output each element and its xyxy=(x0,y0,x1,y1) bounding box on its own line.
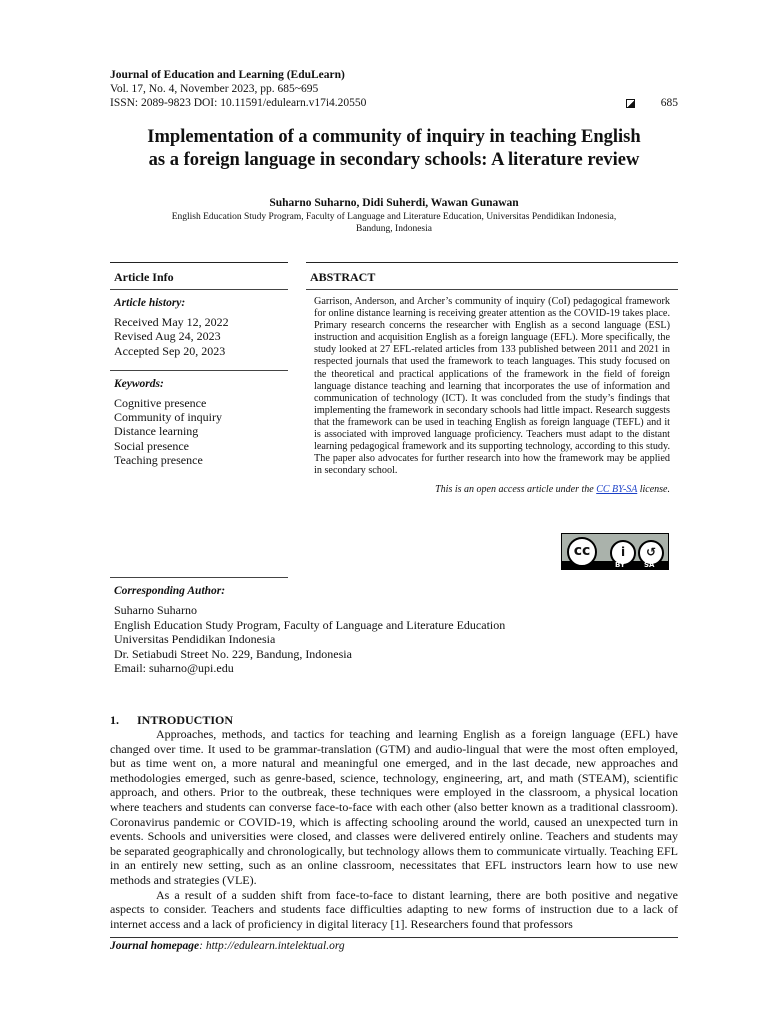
keyword-item: Community of inquiry xyxy=(114,410,222,425)
keywords-list xyxy=(110,396,288,467)
history-accepted: Accepted Sep 20, 2023 xyxy=(114,343,226,358)
abstract-column xyxy=(306,262,678,495)
intro-paragraph: Approaches, methods, and tactics for teaching and learning English as a foreign language (EFL) have changed over time. It used to be grammar-translation (GTM) and audio-lingual that were the most often employed, but as time went on, a more natural and meaningful one emerged, and in the last decade, new approaches and methodologies emerged, such as genre-based, science, technology, engineering, art, and math (STEAM), scientific approach, and others. Prior to the outbreak, these techniques were employed in the classroom, a physical location where teachers and students can converse face-to-face with each other (also better known as a traditional classroom). Coronavirus pandemic or COVID-19, which is affecting schooling around the world, caused an unexpected turn in events. Schools and universities were closed, and classes were delivered entirely online. Teachers and students may be separated geographically and chronologically, but technology allows them to communicate virtually. Teaching EFL in an entirely new setting, such as an online classroom, necessitates that EFL instructors learn how to use new methods and strategies (VLE). xyxy=(110,727,678,887)
share-alike-icon: ↺ xyxy=(638,540,664,566)
paper-title-line-1: Implementation of a community of inquiry in teaching English xyxy=(147,127,641,147)
page-box-icon xyxy=(626,99,635,108)
introduction-heading xyxy=(110,713,233,728)
corresponding-name: Suharno Suharno xyxy=(114,603,197,617)
section-number: 1. xyxy=(110,713,119,727)
by-label: BY xyxy=(615,561,626,569)
journal-header xyxy=(110,68,678,110)
cc-license-badge[interactable] xyxy=(561,533,669,570)
open-access-prefix: This is an open access article under the xyxy=(435,484,594,496)
paper-title-line-2: as a foreign language in secondary schools: A literature review xyxy=(148,150,640,170)
abstract-text: Garrison, Anderson, and Archer’s community of inquiry (CoI) pedagogical framework for online distance learning is receiving greater attention as the COVID-19 takes place. Primary research concerns the researcher with English as a second language (ESL) instruction and acquisition English as a foreign language (EFL). More specifically, the study looked at 27 EFL-related articles from 133 published between 2011 and 2021 in respected journals that used the framework to teach languages. This study focused on the theoretical and practical applications of the framework in the field of foreign language distance teaching and learning that incorporates the use of information and communication of technology (ICT). It was concluded from the study’s findings that implementing the framework in secondary schools had little impact. Research suggests that the framework can be used in teaching English as foreign language (TEFL) and it is associated with improved language proficiency. Teachers must adapt to the distant learning pedagogical framework and its supporting technology, according to this study. The paper also advocates for further research into how the framework may be applied in secondary school. xyxy=(314,296,670,477)
homepage-url[interactable]: : http://edulearn.intelektual.org xyxy=(199,940,345,952)
cc-icon: cc xyxy=(567,537,597,567)
keyword-item: Distance learning xyxy=(114,424,199,439)
affiliation-line-1: English Education Study Program, Faculty of Language and Literature Education, Universitas Pendidikan Indonesia, xyxy=(171,212,617,222)
journal-homepage-footer xyxy=(110,940,345,952)
corresponding-author-heading: Corresponding Author: xyxy=(114,585,226,597)
keyword-item: Teaching presence xyxy=(114,453,203,468)
corresponding-university: Universitas Pendidikan Indonesia xyxy=(114,632,276,647)
cc-by-sa-link[interactable]: CC BY-SA xyxy=(596,484,638,496)
sa-label: SA xyxy=(644,561,655,569)
history-received: Received May 12, 2022 xyxy=(114,315,229,329)
keyword-item: Social presence xyxy=(114,438,189,453)
introduction-body xyxy=(110,727,678,931)
corresponding-author-details xyxy=(110,603,678,676)
author-list: Suharno Suharno, Didi Suherdi, Wawan Gunawan xyxy=(269,197,519,209)
journal-volume: Vol. 17, No. 4, November 2023, pp. 685~695 xyxy=(110,83,319,95)
intro-paragraph: As a result of a sudden shift from face-to-face to distant learning, there are both positive and negative aspects to consider. Teachers and students face difficulties adapting to new forms of instruction due to a lack of internet access and a lack of proficiency in digital literacy [1]. Researchers found that professors xyxy=(110,887,678,931)
article-info-heading: Article Info xyxy=(114,270,174,284)
article-history-heading: Article history: xyxy=(114,297,186,309)
page-number: 685 xyxy=(660,97,678,109)
journal-name: Journal of Education and Learning (EduLearn) xyxy=(110,69,345,81)
corresponding-author xyxy=(110,578,678,676)
affiliation xyxy=(140,211,648,235)
paper-title xyxy=(110,126,678,172)
corresponding-email: Email: suharno@upi.edu xyxy=(114,661,234,676)
corresponding-address: Dr. Setiabudi Street No. 229, Bandung, Indonesia xyxy=(114,646,352,661)
open-access-suffix: license. xyxy=(639,484,670,496)
journal-issn-doi: ISSN: 2089-9823 DOI: 10.11591/edulearn.v17i4.20550 xyxy=(110,97,367,109)
abstract-heading: ABSTRACT xyxy=(310,270,376,284)
affiliation-line-2: Bandung, Indonesia xyxy=(356,224,432,234)
article-info-column xyxy=(110,262,288,467)
open-access-notice xyxy=(306,477,678,495)
attribution-icon: i xyxy=(610,540,636,566)
section-title: INTRODUCTION xyxy=(137,713,234,727)
corresponding-program: English Education Study Program, Faculty of Language and Literature Education xyxy=(114,617,506,632)
keywords-heading: Keywords: xyxy=(114,377,164,390)
homepage-label: Journal homepage xyxy=(110,940,200,952)
keyword-item: Cognitive presence xyxy=(114,395,207,410)
history-revised: Revised Aug 24, 2023 xyxy=(114,329,221,344)
article-history-list xyxy=(110,315,288,358)
